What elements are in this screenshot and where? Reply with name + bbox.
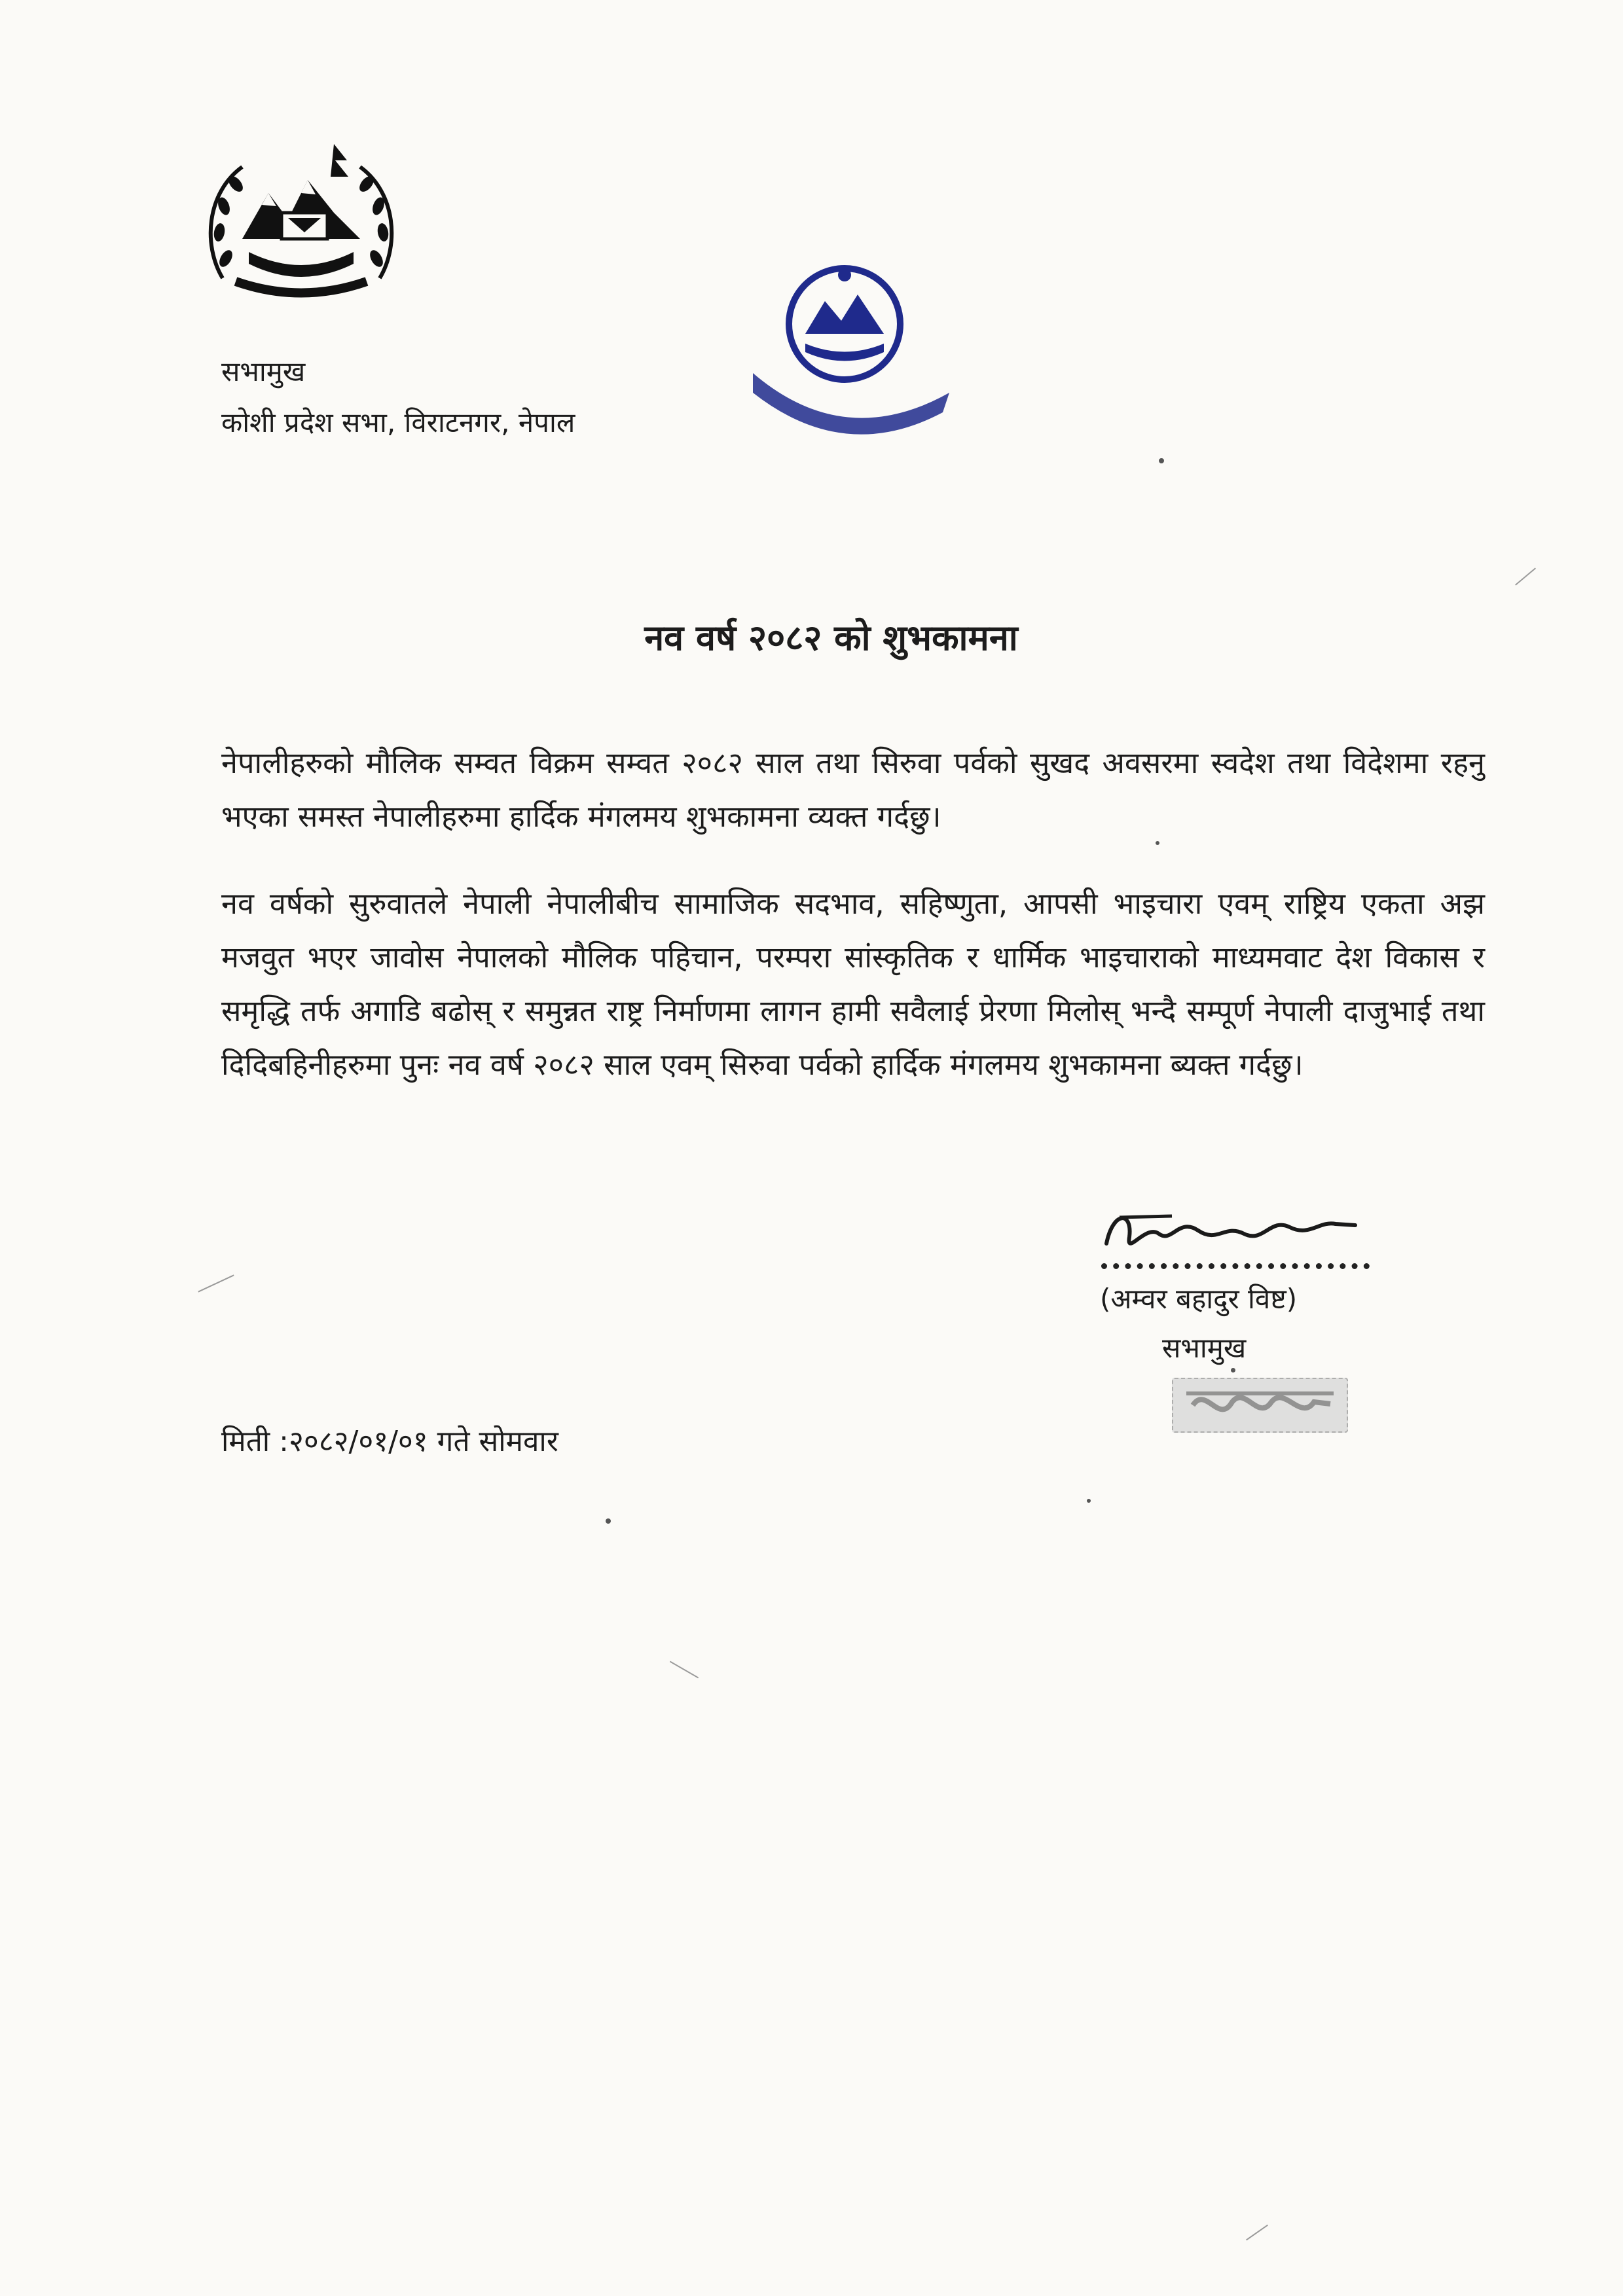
document-title: नव वर्ष २०८२ को शुभकामना bbox=[644, 617, 1018, 658]
signature-line bbox=[1101, 1263, 1370, 1269]
title-stamp bbox=[1172, 1378, 1348, 1433]
nepal-government-emblem-icon bbox=[196, 141, 406, 304]
paper-scratch bbox=[1246, 2225, 1268, 2241]
signer-title: सभामुख bbox=[1162, 1332, 1247, 1364]
signer-name: (अम्वर बहादुर विष्ट) bbox=[1100, 1283, 1298, 1315]
koshi-pradesh-sabha-seal-icon bbox=[733, 262, 969, 458]
paper-speck bbox=[1156, 841, 1159, 845]
paper-speck bbox=[1159, 458, 1164, 463]
header-title: सभामुख bbox=[221, 355, 306, 387]
paper-scratch bbox=[198, 1274, 234, 1292]
header-office: कोशी प्रदेश सभा, विराटनगर, नेपाल bbox=[221, 406, 575, 439]
paper-scratch bbox=[1515, 567, 1536, 585]
paper-speck bbox=[1087, 1499, 1091, 1503]
handwritten-signature-icon bbox=[1093, 1198, 1368, 1270]
paper-speck bbox=[1231, 1368, 1235, 1372]
paragraph-2: नव वर्षको सुरुवातले नेपाली नेपालीबीच सामाजिक सदभाव, सहिष्णुता, आपसी भाइचारा एवम् राष्ट्रिय एकता अझ मजवुत भएर जावोस नेपालको मौलिक पहिचान, परम्परा सांस्कृतिक र धार्मिक भाइचाराको माध्यमवाट देश विकास र समृद्धि तर्फ अगाडि बढोस् र समुन्नत राष्ट्र निर्माणमा लागन हामी सवैलाई प्रेरणा मिलोस् भन्दै सम्पूर्ण नेपाली दाजुभाई तथा दिदिबहिनीहरुमा पुनः नव वर्ष २०८२ साल एवम् सिरुवा पर्वको हार्दिक मंगलमय शुभकामना ब्यक्त गर्दछु। bbox=[221, 886, 1485, 1082]
signature-block bbox=[1074, 1198, 1381, 1446]
paragraph-1: नेपालीहरुको मौलिक सम्वत विक्रम सम्वत २०८२ साल तथा सिरुवा पर्वको सुखद अवसरमा स्वदेश तथा विदेशमा रहनु भएका समस्त नेपालीहरुमा हार्दिक मंगलमय शुभकामना व्यक्त गर्दछु। bbox=[221, 745, 1485, 834]
date-line: मिती :२०८२/०१/०१ गते सोमवार bbox=[221, 1425, 558, 1458]
paper-speck bbox=[606, 1518, 611, 1524]
paper-scratch bbox=[670, 1661, 699, 1679]
